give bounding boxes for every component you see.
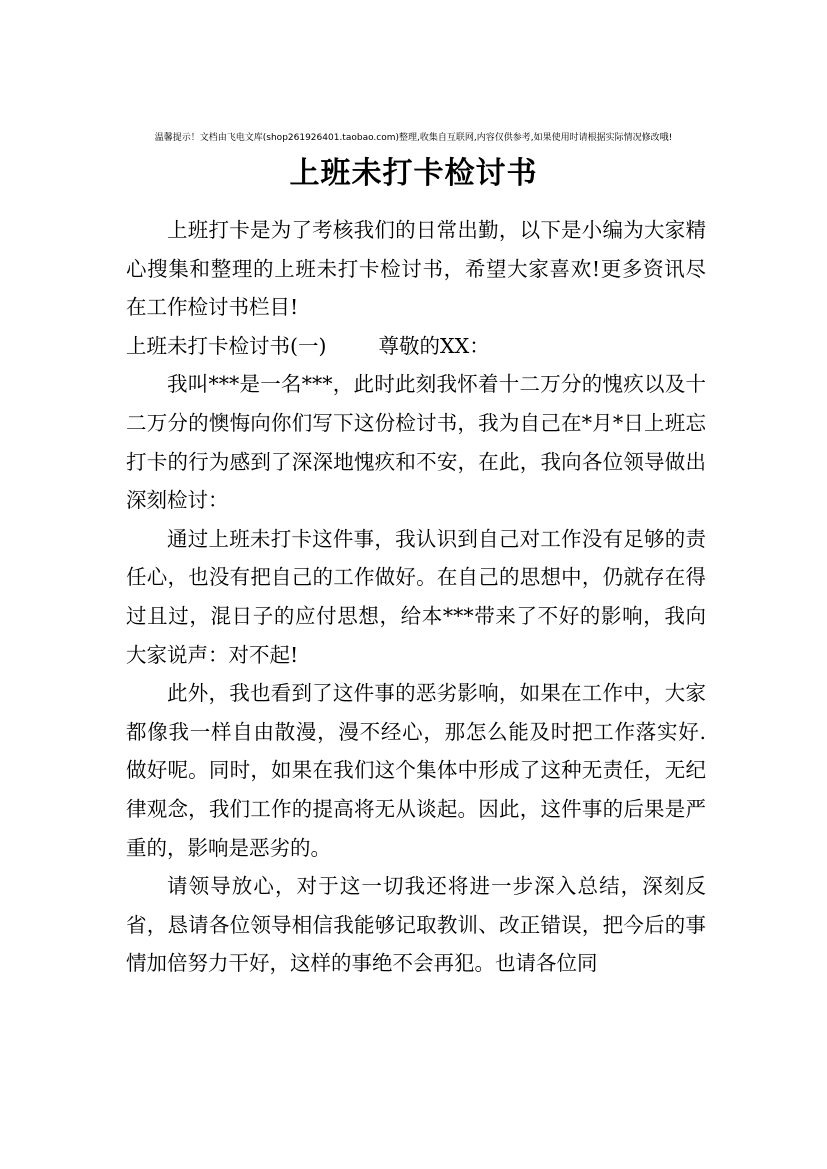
section-heading-line	[126, 327, 706, 366]
body-paragraph-4: 请领导放心，对于这一切我还将进一步深入总结，深刻反省，恳请各位领导相信我能够记取教训、改正错误，把今后的事情加倍努力干好，这样的事绝不会再犯。也请各位同	[126, 874, 706, 976]
header-notice: 温馨提示！文档由飞电文库(shop261926401.taobao.com)整理,收集自互联网,内容仅供参考,如果使用时请根据实际情况修改哦!	[154, 133, 673, 143]
salutation: 尊敬的XX：	[378, 333, 490, 358]
section-heading: 上班未打卡检讨书(一)	[126, 333, 327, 358]
body-paragraph-1: 我叫***是一名***，此时此刻我怀着十二万分的愧疚以及十二万分的懊悔向你们写下这份检讨书，我为自己在*月*日上班忘打卡的行为感到了深深地愧疚和不安，在此，我向各位领导做出深刻检讨：	[126, 372, 706, 513]
body-paragraph-3: 此外，我也看到了这件事的恶劣影响，如果在工作中，大家都像我一样自由散漫，漫不经心，那怎么能及时把工作落实好.做好呢。同时，如果在我们这个集体中形成了这种无责任，无纪律观念，我们工作的提高将无从谈起。因此，这件事的后果是严重的，影响是恶劣的。	[126, 681, 706, 860]
body-paragraph-2: 通过上班未打卡这件事，我认识到自己对工作没有足够的责任心，也没有把自己的工作做好。在自己的思想中，仍就存在得过且过，混日子的应付思想，给本***带来了不好的影响，我向大家说声：对不起!	[126, 526, 706, 667]
intro-paragraph: 上班打卡是为了考核我们的日常出勤，以下是小编为大家精心搜集和整理的上班未打卡检讨书，希望大家喜欢!更多资讯尽在工作检讨书栏目!	[126, 218, 706, 320]
document-title: 上班未打卡检讨书	[289, 156, 538, 191]
document-body	[126, 211, 706, 983]
